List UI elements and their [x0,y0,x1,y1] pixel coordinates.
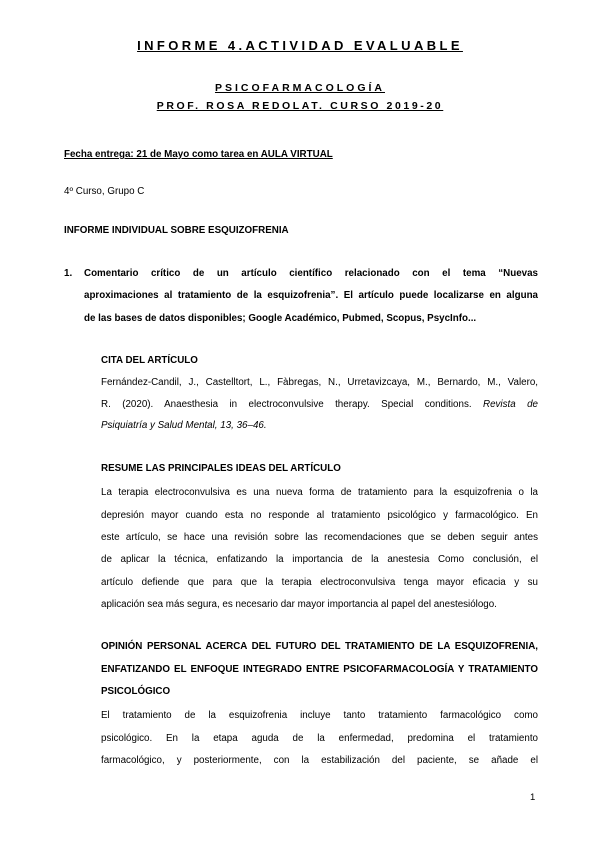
summary-heading: RESUME LAS PRINCIPALES IDEAS DEL ARTÍCULO [101,463,341,474]
summary-line: depresión mayor cuando esta no responde al tratamiento psicológico y farmacológico. En [101,510,538,521]
item-line: aproximaciones al tratamiento de la esquizofrenia”. El artículo puede localizarse en alguna [84,290,538,301]
opinion-heading: ENFATIZANDO EL ENFOQUE INTEGRADO ENTRE PSICOFARMACOLOGÍA Y TRATAMIENTO [101,664,538,675]
citation-line [101,420,538,431]
opinion-line: El tratamiento de la esquizofrenia incluye tanto tratamiento farmacológico como [101,710,538,721]
subject-title: PSICOFARMACOLOGÍA [214,82,385,94]
citation-line [101,399,538,410]
summary-line: este artículo, se hace una revisión sobre las recomendaciones que se deben seguir antes [101,532,538,543]
page-number: 1 [530,792,536,803]
professor-course-line: PROF. ROSA REDOLAT. CURSO 2019-20 [156,100,444,112]
item-line: Comentario crítico de un artículo científico relacionado con el tema “Nuevas [84,268,538,279]
report-title: INFORME 4.ACTIVIDAD EVALUABLE [137,38,463,53]
opinion-heading: PSICOLÓGICO [101,686,171,697]
citation-journal: Revista de [483,399,538,410]
summary-line: aplicación sea más segura, es necesario dar mayor importancia al papel del anestesiólogo. [101,599,497,610]
report-heading: INFORME INDIVIDUAL SOBRE ESQUIZOFRENIA [64,225,289,236]
citation-line: Fernández-Candil, J., Castelltort, L., Fàbregas, N., Urretavizcaya, M., Bernardo, M., Valero, [101,377,538,388]
opinion-heading: OPINIÓN PERSONAL ACERCA DEL FUTURO DEL TRATAMIENTO DE LA ESQUIZOFRENIA, [101,641,538,652]
course-group: 4º Curso, Grupo C [64,186,145,197]
summary-line: de aplicar la técnica, enfatizando la importancia de la anestesia Como conclusión, el [101,554,538,565]
citation-journal: Psiquiatría y Salud Mental, 13, 36–46. [101,420,267,431]
due-date: Fecha entrega: 21 de Mayo como tarea en AULA VIRTUAL [64,149,333,160]
opinion-line: farmacológico, y posteriormente, con la estabilización del paciente, se añade el [101,755,538,766]
summary-line: La terapia electroconvulsiva es una nueva forma de tratamiento para la esquizofrenia o la [101,487,538,498]
item-number: 1. [64,268,73,279]
opinion-line: psicológico. En la etapa aguda de la enfermedad, predomina el tratamiento [101,733,538,744]
item-line: de las bases de datos disponibles; Google Académico, Pubmed, Scopus, PsycInfo... [84,313,477,324]
citation-text: R. (2020). Anaesthesia in electroconvulsive therapy. Special conditions. [101,399,472,410]
citation-heading: CITA DEL ARTÍCULO [101,355,198,366]
summary-line: artículo defiende que para que la terapia electroconvulsiva tenga mayor eficacia y su [101,577,538,588]
